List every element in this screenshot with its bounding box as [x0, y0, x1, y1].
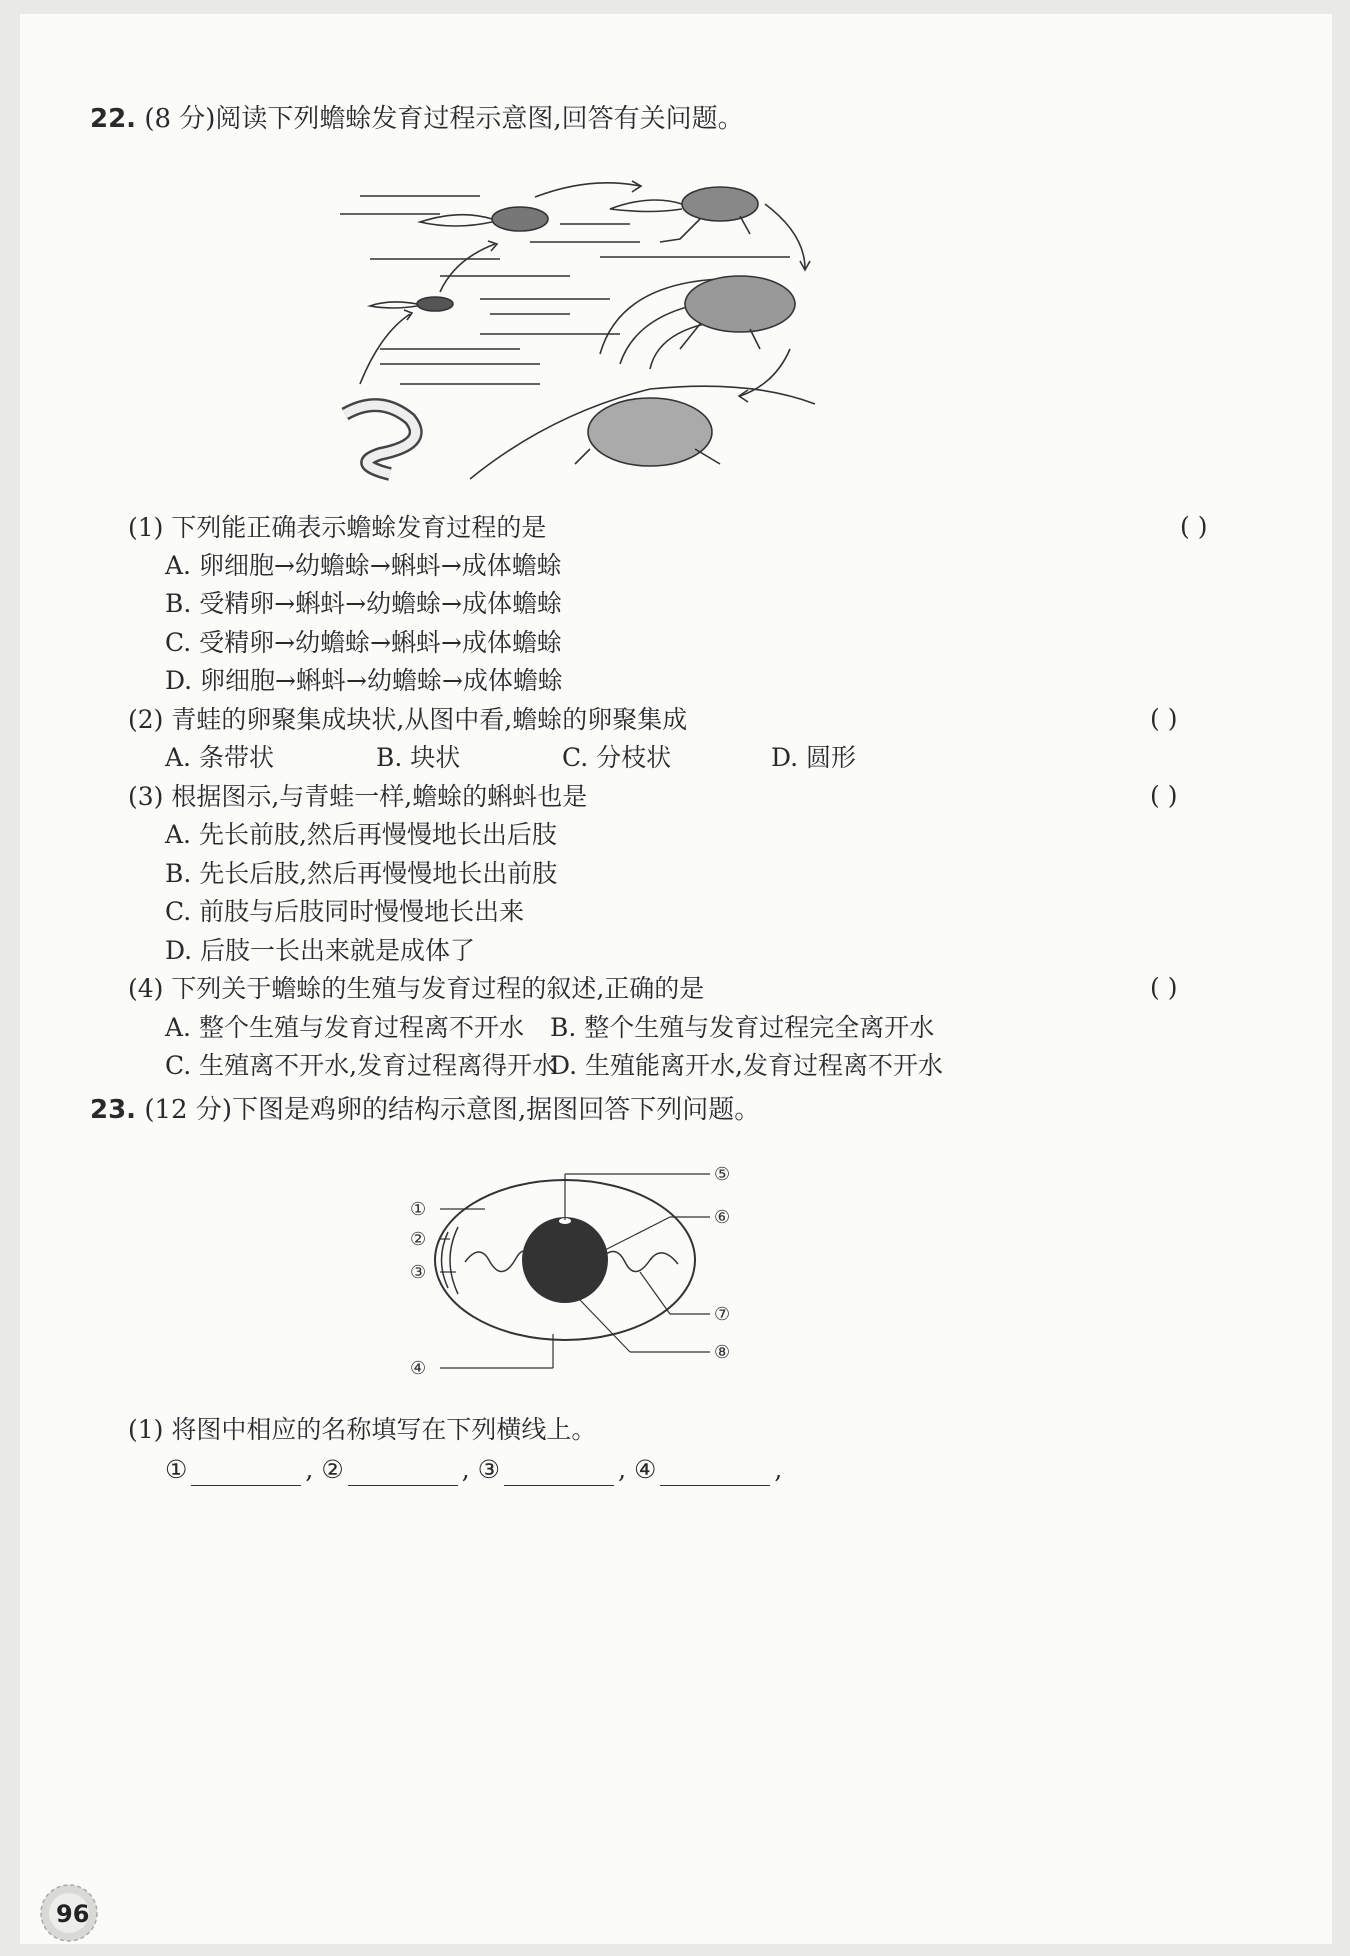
blank-label-1: ①: [165, 1455, 188, 1484]
blank-sep-3: ,: [618, 1455, 627, 1484]
q22-sub4-answer-paren[interactable]: ( ): [1150, 973, 1178, 1002]
blank-sep-1: ,: [305, 1455, 314, 1484]
blank-1[interactable]: [191, 1459, 301, 1486]
q22-sub1-option-a: A. 卵细胞→幼蟾蜍→蝌蚪→成体蟾蜍: [165, 551, 562, 580]
blank-3[interactable]: [504, 1459, 614, 1486]
q22-sub1-option-d: D. 卵细胞→蝌蚪→幼蟾蜍→成体蟾蜍: [165, 666, 563, 695]
toad-development-illustration: [320, 164, 820, 484]
q22-sub1-stem: (1) 下列能正确表示蟾蜍发育过程的是: [128, 513, 547, 542]
q22-title-text: (8 分)阅读下列蟾蜍发育过程示意图,回答有关问题。: [144, 104, 744, 134]
q22-sub1-answer-paren[interactable]: ( ): [1180, 512, 1208, 541]
egg-label-4: ④: [410, 1358, 427, 1379]
page-number: 96: [56, 1900, 90, 1928]
q23-number: 23.: [90, 1095, 137, 1125]
q22-title: [90, 98, 744, 135]
q22-sub2-option-c: C. 分枝状: [562, 743, 672, 772]
q22-sub4-option-a: A. 整个生殖与发育过程离不开水: [165, 1013, 524, 1042]
q22-sub2-answer-paren[interactable]: ( ): [1150, 704, 1178, 733]
q23-sub1-blanks: [165, 1454, 782, 1486]
q22-sub4-option-b: B. 整个生殖与发育过程完全离开水: [550, 1013, 935, 1042]
blank-label-4: ④: [633, 1455, 657, 1484]
q22-sub2-option-d: D. 圆形: [771, 743, 857, 772]
blank-label-2: ②: [321, 1455, 344, 1484]
q22-sub3-option-c: C. 前肢与后肢同时慢慢地长出来: [165, 897, 525, 926]
q22-sub2-stem: (2) 青蛙的卵聚集成块状,从图中看,蟾蜍的卵聚集成: [128, 705, 688, 734]
blank-4[interactable]: [660, 1459, 770, 1486]
egg-label-5: ⑤: [714, 1164, 731, 1185]
q22-sub4-option-d: D. 生殖能离开水,发育过程离不开水: [550, 1051, 943, 1080]
q22-number: 22.: [90, 104, 137, 134]
egg-label-8: ⑧: [714, 1342, 731, 1363]
q23-title-text: (12 分)下图是鸡卵的结构示意图,据图回答下列问题。: [144, 1095, 761, 1125]
workbook-page: [20, 14, 1332, 1944]
blank-label-3: ③: [477, 1455, 501, 1484]
q22-sub3-option-a: A. 先长前肢,然后再慢慢地长出后肢: [165, 820, 557, 849]
q23-title: [90, 1089, 760, 1126]
egg-label-1: ①: [410, 1199, 427, 1220]
egg-label-7: ⑦: [714, 1304, 731, 1325]
q22-sub1-option-b: B. 受精卵→蝌蚪→幼蟾蜍→成体蟾蜍: [165, 589, 563, 618]
blank-2[interactable]: [348, 1459, 458, 1486]
q22-sub4-stem: (4) 下列关于蟾蜍的生殖与发育过程的叙述,正确的是: [128, 974, 705, 1003]
q23-sub1-stem: (1) 将图中相应的名称填写在下列横线上。: [128, 1415, 597, 1444]
q22-sub3-option-d: D. 后肢一长出来就是成体了: [165, 936, 476, 965]
egg-label-2: ②: [410, 1229, 427, 1250]
q22-sub3-option-b: B. 先长后肢,然后再慢慢地长出前肢: [165, 859, 558, 888]
egg-label-3: ③: [410, 1262, 427, 1283]
q22-sub3-stem: (3) 根据图示,与青蛙一样,蟾蜍的蝌蚪也是: [128, 782, 588, 811]
blank-end: ,: [774, 1455, 783, 1484]
egg-label-6: ⑥: [714, 1207, 731, 1228]
q22-sub3-answer-paren[interactable]: ( ): [1150, 781, 1178, 810]
q22-sub2-option-a: A. 条带状: [165, 743, 274, 772]
q22-sub4-option-c: C. 生殖离不开水,发育过程离得开水: [165, 1051, 558, 1080]
q22-sub1-option-c: C. 受精卵→幼蟾蜍→蝌蚪→成体蟾蜍: [165, 628, 562, 657]
egg-structure-diagram: [380, 1142, 740, 1382]
blank-sep-2: ,: [461, 1455, 470, 1484]
q22-sub2-option-b: B. 块状: [376, 743, 461, 772]
